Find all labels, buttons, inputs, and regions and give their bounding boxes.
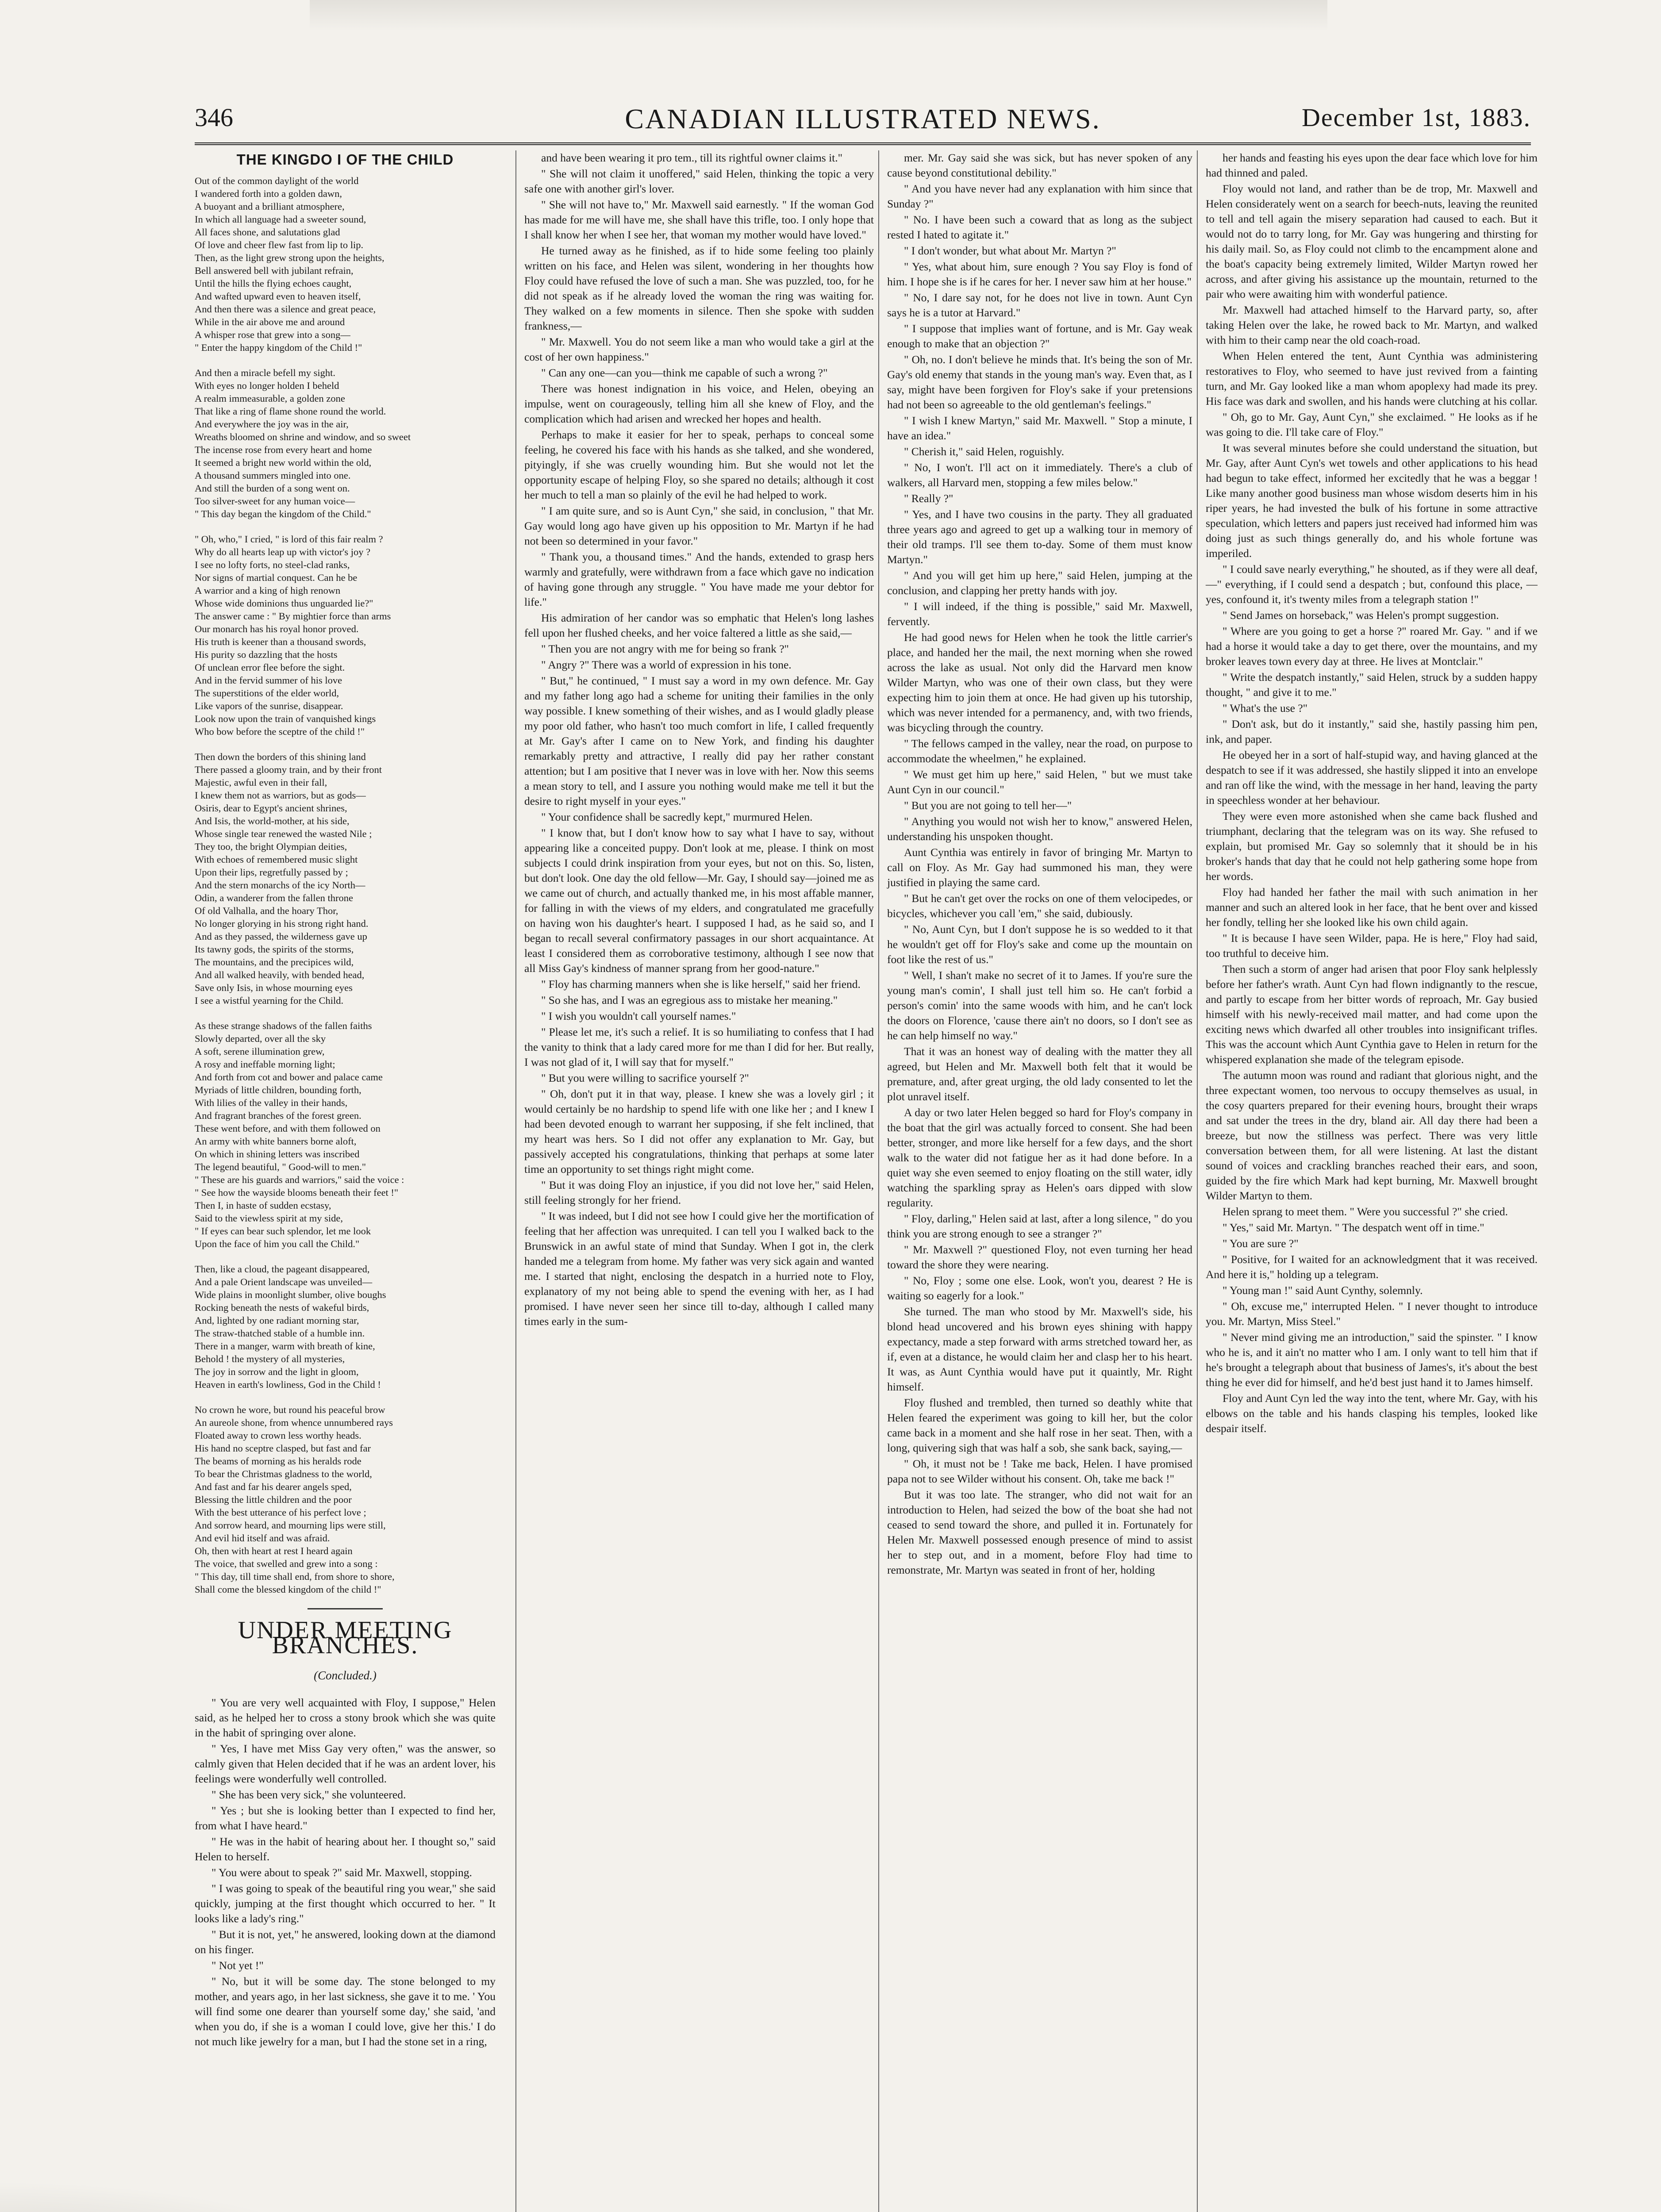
poem-line: With echoes of remembered music slight <box>195 854 358 865</box>
poem-line: There in a manger, warm with breath of kine, <box>195 1340 375 1352</box>
poem-line: The legend beautiful, " Good-will to men." <box>195 1161 366 1172</box>
story-paragraph: " Not yet !" <box>211 1959 264 1972</box>
story-paragraph: " But it is not, yet," he answered, looking down at the diamond on his finger. <box>195 1928 496 1956</box>
poem-line: The beams of morning as his heralds rode <box>195 1455 361 1467</box>
story-paragraph: " She will not have to," Mr. Maxwell said earnestly. " If the woman God has made for me will have me, she shall have this trifle, too. I only hope that I shall know her when I see her, that woman my mother would have loved." <box>524 198 874 241</box>
story-paragraph: " Send James on horseback," was Helen's prompt suggestion. <box>1223 609 1499 622</box>
story-paragraph: He obeyed her in a sort of half-stupid way, and having glanced at the despatch to see if it was addressed, she hastily slipped it into an envelope and ran off like the wind, with the message in her hand, leaving the party in speechless wonder at her behaviour. <box>1206 749 1538 806</box>
poem-line: Who bow before the sceptre of the child !" <box>195 726 365 737</box>
scan-smudge <box>310 0 1327 31</box>
story-paragraph: " I suppose that implies want of fortune, and is Mr. Gay weak enough to make that an objection ?" <box>887 322 1192 350</box>
poem-line: Its tawny gods, the spirits of the storms, <box>195 944 354 955</box>
poem-line: The mountains, and the precipices wild, <box>195 956 354 968</box>
story-paragraph: There was honest indignation in his voice, and Helen, obeying an impulse, went on courageously, telling him all she knew of Floy, and the complication which had arisen and wrecked her hopes and health. <box>524 382 874 425</box>
poem-line: Of unclean error flee before the sight. <box>195 662 345 673</box>
poem-line: And in the fervid summer of his love <box>195 675 342 686</box>
story-paragraph: " Well, I shan't make no secret of it to James. If you're sure the young man's comin', I shall just tell him so. He can't forbid a person's comin' into the same woods with him, and he can't lock the doors on Florence, 'cause there ain't no doors, so I don't see as he can help himself no way." <box>887 969 1192 1042</box>
poem-line: An army with white banners borne aloft, <box>195 1136 357 1147</box>
story-paragraph: " Your confidence shall be sacredly kept," murmured Helen. <box>541 810 813 823</box>
poem-line: Then I, in haste of sudden ecstasy, <box>195 1200 331 1211</box>
poem-line: Rocking beneath the nests of wakeful birds, <box>195 1302 369 1313</box>
poem-line: The incense rose from every heart and home <box>195 444 372 455</box>
poem-line: Bell answered bell with jubilant refrain, <box>195 265 354 276</box>
poem-line: And fragrant branches of the forest green. <box>195 1110 361 1121</box>
poem-line: And then there was a silence and great peace, <box>195 303 376 315</box>
poem-line: With eyes no longer holden I beheld <box>195 380 339 391</box>
story-paragraph: mer. Mr. Gay said she was sick, but has never spoken of any cause beyond constitutional debility." <box>887 151 1192 179</box>
story-paragraph: " She has been very sick," she volunteered. <box>211 1788 406 1801</box>
poem-line: And then a miracle befell my sight. <box>195 367 336 378</box>
story-paragraph: " No, but it will be some day. The stone belonged to my mother, and years ago, in her last sickness, she gave it to me. ' You will find some one dearer than yourself some day,' she said, 'and when you do, if she is a woman I could love, give her this.' I do not much like jewelry for a man, but I had the stone set in a ring, <box>195 1975 496 2048</box>
poem-stanza <box>195 750 496 1007</box>
poem-line: " Enter the happy kingdom of the Child !" <box>195 342 362 353</box>
poem-line: In which all language had a sweeter sound, <box>195 214 366 225</box>
story-paragraph: Floy had handed her father the mail with such animation in her manner and such an altered look in her face, that he bent over and kissed her fondly, telling her she looked like his own child again. <box>1206 886 1538 929</box>
poem-line: Upon their lips, regretfully passed by ; <box>195 867 348 878</box>
story-paragraph: " Yes," said Mr. Martyn. " The despatch went off in time." <box>1223 1221 1484 1234</box>
poem-line: No longer glorying in his strong right hand. <box>195 918 369 929</box>
poem-line: And wafted upward even to heaven itself, <box>195 291 361 302</box>
poem-line: A buoyant and a brilliant atmosphere, <box>195 201 345 212</box>
poem-line: All faces shone, and salutations glad <box>195 227 340 238</box>
story-paragraph: and have been wearing it pro tem., till its rightful owner claims it." <box>541 151 843 164</box>
story-paragraph: " It was indeed, but I did not see how I could give her the mortification of feeling that her affection was unrequited. I can tell you I walked back to the Brunswick in an awful state of mind that Sunday. When I got in, the clerk handed me a telegram from home. My father was very sick again and wanted me. I started that night, enclosing the despatch in a hurried note to Floy, explanatory of my not being able to spend the evening with her, as I had promised. I have never seen her since till to-day, although I called many times early in the sum- <box>524 1210 874 1328</box>
story-paragraph: " And you will get him up here," said Helen, jumping at the conclusion, and clapping her pretty hands with joy. <box>887 569 1192 597</box>
story-paragraph: " Mr. Maxwell. You do not seem like a man who would take a girl at the cost of her own happiness." <box>524 335 874 363</box>
story-column-4-text <box>1206 150 1538 1436</box>
story-paragraph: " Anything you would not wish her to know," answered Helen, understanding his unspoken thought. <box>887 815 1192 843</box>
poem-line: An aureole shone, from whence unnumbered rays <box>195 1417 393 1428</box>
poem-line: I wandered forth into a golden dawn, <box>195 188 342 199</box>
poem-line: Whose wide dominions thus unguarded lie?" <box>195 598 373 609</box>
poem-line: Myriads of little children, bounding forth, <box>195 1084 361 1095</box>
poem-stanza <box>195 1019 496 1250</box>
poem-line: Like vapors of the sunrise, disappear. <box>195 700 343 711</box>
story-paragraph: " No, Aunt Cyn, but I don't suppose he is so wedded to it that he wouldn't get off for Floy's sake and come up the mountain on foot like the rest of us." <box>887 923 1192 966</box>
poem-stanza <box>195 1263 496 1391</box>
story-paragraph: " Yes, what about him, sure enough ? You say Floy is fond of him. I hope she is if he cares for her. I never saw him at her house." <box>887 260 1192 288</box>
story-paragraph: " Oh, excuse me," interrupted Helen. " I never thought to introduce you. Mr. Martyn, Miss Steel." <box>1206 1300 1538 1328</box>
story-paragraph: " I will indeed, if the thing is possible," said Mr. Maxwell, fervently. <box>887 600 1192 628</box>
poem-line: Heaven in earth's lowliness, God in the Child ! <box>195 1379 381 1390</box>
story-paragraph: " The fellows camped in the valley, near the road, on purpose to accommodate the wheelmen," he explained. <box>887 737 1192 765</box>
story-paragraph: It was several minutes before she could understand the situation, but Mr. Gay, after Aunt Cyn's wet towels and other applications to his head had begun to take effect, informed her excitedly that he was a beggar ! Like many another good business man whose wisdom deserts him in his riper years, he had invested the bulk of his fortune in some attractive speculation, which letters and papers just received had informed him was doing just as such things generally do, and his whole fortune was imperiled. <box>1206 442 1538 560</box>
story-paragraph: " Yes ; but she is looking better than I expected to find her, from what I have heard." <box>195 1804 496 1832</box>
story-paragraph: Aunt Cynthia was entirely in favor of bringing Mr. Martyn to call on Floy. As Mr. Gay had summoned his man, they were justified in playing the same card. <box>887 846 1192 889</box>
story-paragraph: They were even more astonished when she came back flushed and triumphant, declaring that the telegram was on its way. She refused to explain, but promised Mr. Gay so solemnly that it should be in his broker's hands that day that he could not help gathering some hope from her words. <box>1206 810 1538 883</box>
poem-line: Wreaths bloomed on shrine and window, and so sweet <box>195 431 411 442</box>
poem-line: Our monarch has his royal honor proved. <box>195 623 359 634</box>
poem-line: And the stern monarchs of the icy North— <box>195 879 365 891</box>
page-number: 346 <box>195 103 233 132</box>
story-paragraph: " And you have never had any explanation with him since that Sunday ?" <box>887 182 1192 210</box>
story-paragraph: " What's the use ?" <box>1223 702 1308 714</box>
poem-line: I see no lofty forts, no steel-clad ranks, <box>195 559 350 570</box>
story-paragraph: " So she has, and I was an egregious ass to mistake her meaning." <box>541 994 838 1006</box>
poem-title: THE KINGDO I OF THE CHILD <box>236 151 454 168</box>
story-paragraph: He turned away as he finished, as if to hide some feeling too plainly written on his face, and Helen was silent, wondering in her thoughts how Floy could have refused the love of such a man. She was puzzled, too, for he did not speak as if he already loved the woman the ring was waiting for. They walked on a few moments in silence. Then she spoke with sudden frankness,— <box>524 244 874 332</box>
story-paragraph: " No, I won't. I'll act on it immediately. There's a club of walkers, all Harvard men, stopping a few miles below." <box>887 461 1192 489</box>
poem-line: And fast and far his dearer angels sped, <box>195 1481 352 1492</box>
story-paragraph: Mr. Maxwell had attached himself to the Harvard party, so, after taking Helen over the lake, he rowed back to Mr. Martyn, and walked with him to their camp near the old coach-road. <box>1206 303 1538 346</box>
poem-line: And a pale Orient landscape was unveiled— <box>195 1276 373 1287</box>
poem-line: And evil hid itself and was afraid. <box>195 1532 330 1544</box>
story-paragraph: " But," he continued, " I must say a word in my own defence. Mr. Gay and my father long ago had a scheme for uniting their families in the only way possible. I knew something of their wishes, and as I would gladly please my poor old father, who hasn't too much comfort in life, I called frequently at Mr. Gay's after I came on to New York, and finding his daughter remarkably pretty and attractive, I really did pay her rather constant attention; but I am positive that I never was in love with her. Now this seems a mean story to tell, and I assure you nothing would make me tell it but the desire to right myself in your eyes." <box>524 674 874 807</box>
poem-line: Save only Isis, in whose mourning eyes <box>195 982 353 993</box>
poem-line: On which in shining letters was inscribed <box>195 1148 360 1160</box>
poem-line: A soft, serene illumination grew, <box>195 1046 325 1057</box>
story-paragraph: " Please let me, it's such a relief. It is so humiliating to confess that I had the vanity to think that a lady cared more for me than I did for her. But really, I was not glad of it, I will say that for myself." <box>524 1025 874 1068</box>
poem-line: And, lighted by one radiant morning star, <box>195 1315 359 1326</box>
story-column-2-text <box>524 150 874 1329</box>
story-paragraph: her hands and feasting his eyes upon the dear face which love for him had thinned and paled. <box>1206 151 1538 179</box>
column-1 <box>195 150 496 2212</box>
story-paragraph: " She will not claim it unoffered," said Helen, thinking the topic a very safe one with another girl's lover. <box>524 167 874 195</box>
poem-line: Out of the common daylight of the world <box>195 175 359 186</box>
story-paragraph: A day or two later Helen begged so hard for Floy's company in the boat that the girl was actually forced to consent. She had been better, stronger, and more like herself for a few days, and the short walk to the water did not fatigue her as it had done before. In a quiet way she even seemed to enjoy floating on the still water, idly watching the sparkling spray as Helen's oars dipped with slow regularity. <box>887 1106 1192 1209</box>
poem-line: Said to the viewless spirit at my side, <box>195 1213 343 1224</box>
poem-line: That like a ring of flame shone round the world. <box>195 406 386 417</box>
story-paragraph: " Angry ?" There was a world of expression in his tone. <box>541 658 792 671</box>
story-paragraph: " We must get him up here," said Helen, " but we must take Aunt Cyn in our council." <box>887 768 1192 796</box>
story-paragraph: Helen sprang to meet them. " Were you successful ?" she cried. <box>1223 1205 1508 1218</box>
story-paragraph: " You are sure ?" <box>1223 1237 1299 1250</box>
poem-line: " This day began the kingdom of the Child." <box>195 508 371 519</box>
story-paragraph: The autumn moon was round and radiant that glorious night, and the three expectant women, too nervous to occupy themselves as usual, in the cosy quarters prepared for their evening hours, brought their wraps and sat under the trees in the dry, bland air. All day there had been a breeze, but now the stillness was perfect. There was very little conversation between them, for all were listening. At last the distant sound of voices and crackling branches reached their ears, and soon, guided by the fire which Mark had kept burning, Mr. Maxwell brought Wilder Martyn to them. <box>1206 1069 1538 1202</box>
poem-line: I see a wistful yearning for the Child. <box>195 995 344 1006</box>
story-paragraph: Perhaps to make it easier for her to speak, perhaps to conceal some feeling, he covered his face with his hands as she talked, and she wondered, pityingly, if she was cruelly wounding him. But she would not let the opportunity escape of helping Floy, so she spared no details; although it cost her much to tell a man so plainly of the evil he had helped to work. <box>524 428 874 501</box>
poem-line: And as they passed, the wilderness gave up <box>195 931 367 942</box>
poem-line: Slowly departed, over all the sky <box>195 1033 326 1044</box>
poem-line: Upon the face of him you call the Child." <box>195 1238 360 1249</box>
issue-date: December 1st, 1883. <box>1302 103 1531 132</box>
story-paragraph: " Thank you, a thousand times." And the hands, extended to grasp hers warmly and gratefully, were withdrawn from a face which gave no indication of having gone through any struggle. " You have made me your debtor for life." <box>524 550 874 608</box>
poem-line: His truth is keener than a thousand swords, <box>195 636 366 647</box>
header-rule <box>195 142 1531 145</box>
story-paragraph: Then such a storm of anger had arisen that poor Floy sank helplessly before her father's wrath. Aunt Cyn had flown indignantly to the rescue, and partly to escape from her bitter words of reproach, Mr. Gay busied himself with his newly-received mail matter, and had come upon the exciting news which dwarfed all other troubles into insignificant trifles. This was the account which Aunt Cynthia gave to Helen in return for the whispered explanation she made of the telegram episode. <box>1206 963 1538 1066</box>
story-paragraph: " You were about to speak ?" said Mr. Maxwell, stopping. <box>211 1866 472 1879</box>
poem-line: " See how the wayside blooms beneath their feet !" <box>195 1187 399 1198</box>
poem-line: Blessing the little children and the poor <box>195 1494 352 1505</box>
poem-line: Too silver-sweet for any human voice— <box>195 495 355 507</box>
story-paragraph: Floy and Aunt Cyn led the way into the tent, where Mr. Gay, with his elbows on the table and his hands clasping his temples, looked like despair itself. <box>1206 1392 1538 1435</box>
story-paragraph: That it was an honest way of dealing with the matter they all agreed, but Helen and Mr. Maxwell both felt that it would be premature, and, after great urging, the old lady consented to let the plot unravel itself. <box>887 1045 1192 1103</box>
poem-line: Oh, then with heart at rest I heard again <box>195 1545 353 1556</box>
poem-line: Wide plains in moonlight slumber, olive boughs <box>195 1289 386 1300</box>
poem-line: The joy in sorrow and the light in gloom, <box>195 1366 359 1377</box>
story-paragraph: " Oh, no. I don't believe he minds that. It's being the son of Mr. Gay's old enemy that stands in the young man's way. Even that, as I say, might have been forgiven for Floy's sake if your pretensions had not been so agreeable to the old gentleman's feelings." <box>887 353 1192 411</box>
poem-body <box>195 174 496 1596</box>
poem-line: Shall come the blessed kingdom of the child !" <box>195 1584 381 1595</box>
story-paragraph: " Never mind giving me an introduction," said the spinster. " I know who he is, and it ain't no matter who I am. I only want to tell him that if he's brought a telegraph about that business of James's, it's about the best thing he ever did for himself, and he'd best just hand it to James himself. <box>1206 1331 1538 1389</box>
story-paragraph: " But you were willing to sacrifice yourself ?" <box>541 1071 749 1084</box>
story-paragraph: " I don't wonder, but what about Mr. Martyn ?" <box>904 244 1116 257</box>
poem-line: Of old Valhalla, and the hoary Thor, <box>195 905 338 916</box>
poem-line: Odin, a wanderer from the fallen throne <box>195 892 353 903</box>
column-4 <box>1197 150 1538 2212</box>
poem-line: There passed a gloomy train, and by their front <box>195 764 382 775</box>
poem-line: Then, as the light grew strong upon the heights, <box>195 252 384 263</box>
poem-line: Whose single tear renewed the wasted Nile ; <box>195 828 372 839</box>
story-paragraph: " No, Floy ; some one else. Look, won't you, dearest ? He is waiting so eagerly for a look." <box>887 1274 1192 1302</box>
poem-line: Floated away to crown less worthy heads. <box>195 1430 361 1441</box>
poem-line: No crown he wore, but round his peaceful brow <box>195 1404 385 1415</box>
poem-line: His hand no sceptre clasped, but fast and far <box>195 1443 371 1454</box>
poem-line: Look now upon the train of vanquished kings <box>195 713 376 724</box>
poem-line: His purity so dazzling that the hosts <box>195 649 338 660</box>
story-paragraph: " He was in the habit of hearing about her. I thought so," said Helen to herself. <box>195 1835 496 1863</box>
story-paragraph: " I could save nearly everything," he shouted, as if they were all deaf,—" everything, if I could send a despatch ; but, confound this place, —yes, confound it, it's twenty miles from a telegraph station !" <box>1206 563 1538 606</box>
story-paragraph: " Floy, darling," Helen said at last, after a long silence, " do you think you are strong enough to see a stranger ?" <box>887 1212 1192 1240</box>
poem-line: They too, the bright Olympian deities, <box>195 841 347 852</box>
story-subtitle: (Concluded.) <box>314 1669 377 1682</box>
poem-line: I knew them not as warriors, but as gods— <box>195 790 366 801</box>
poem-line: The voice, that swelled and grew into a song : <box>195 1558 378 1569</box>
story-paragraph: " I wish you wouldn't call yourself names." <box>541 1010 736 1022</box>
poem-line: A rosy and ineffable morning light; <box>195 1059 335 1070</box>
story-paragraph: " I am quite sure, and so is Aunt Cyn," she said, in conclusion, " that Mr. Gay would long ago have given up his opposition to Mr. Martyn if he had not been so determined in your favor." <box>524 504 874 547</box>
story-paragraph: " Mr. Maxwell ?" questioned Floy, not even turning her head toward the shore they were nearing. <box>887 1243 1192 1271</box>
poem-line: A whisper rose that grew into a song— <box>195 329 350 340</box>
story-paragraph: " Floy has charming manners when she is like herself," said her friend. <box>541 978 861 991</box>
story-paragraph: " I was going to speak of the beautiful ring you wear," she said quickly, jumping at the first thought which occurred to her. " It looks like a lady's ring." <box>195 1882 496 1925</box>
story-paragraph: " Oh, go to Mr. Gay, Aunt Cyn," she exclaimed. " He looks as if he was going to die. I'll take care of Floy." <box>1206 411 1538 438</box>
story-paragraph: " I know that, but I don't know how to say what I have to say, without appearing like a conceited puppy. Don't look at me, please. I think on most subjects I could drink inspiration from your eyes, but not on this. So, listen, but don't look. One day the old fellow—Mr. Gay, I should say—joined me as we came out of church, and actually thanked me, in his most affable manner, for falling in with the views of my elders, and congratulated me gracefully on having won his daughter's heart. I supposed I had, as he said so, and I began to recall several confirmatory passages in our short acquaintance. At least I considered them as corroborative testimony, although I see now that all Miss Gay's kindness of manner sprang from her good-nature." <box>524 826 874 975</box>
story-paragraph: Floy would not land, and rather than be de trop, Mr. Maxwell and Helen considerately went on a search for beech-nuts, leaving the reunited to tell and tell again the misery separation had caused to each. But it would not do to tarry long, for Mr. Gay was hungering and thirsting for his daily mail. So, as Floy could not climb to the encampment alone and the boat's capacity being extremely limited, Wilder Martyn rowed her across, and after giving his assistance up the mountain, returned to the pair who were awaiting him with wonderful patience. <box>1206 182 1538 300</box>
story-paragraph: " Yes, and I have two cousins in the party. They all graduated three years ago and agreed to get up a walking tour in memory of their old tramps. I'll see them to-day. Some of them must know Martyn." <box>887 508 1192 566</box>
story-paragraph: " Oh, it must not be ! Take me back, Helen. I have promised papa not to see Wilder without his consent. Oh, take me back !" <box>887 1457 1192 1485</box>
masthead: CANADIAN ILLUSTRATED NEWS. <box>625 103 1101 134</box>
story-paragraph: " Can any one—can you—think me capable of such a wrong ?" <box>541 366 828 379</box>
poem-stanza <box>195 1403 496 1596</box>
poem-line: And all walked heavily, with bended head, <box>195 969 365 980</box>
poem-line: A realm immeasurable, a golden zone <box>195 393 345 404</box>
story-paragraph: " Oh, don't put it in that way, please. I knew she was a lovely girl ; it would certainly be no hardship to spend life with one like her ; and I knew I had been devoted enough to warrant her supposing, if she felt inclined, that my heart was hers. So I did not offer any explanation to Mr. Gay, but passively accepted his congratulations, thinking that perhaps at some later time an opportunity to set things right might come. <box>524 1087 874 1175</box>
story-paragraph: " Positive, for I waited for an acknowledgment that it was received. And here it is," holding up a telegram. <box>1206 1253 1538 1281</box>
poem-line: The straw-thatched stable of a humble inn. <box>195 1328 365 1339</box>
poem-line: " Oh, who," I cried, " is lord of this fair realm ? <box>195 534 383 545</box>
poem-stanza <box>195 174 496 354</box>
story-title: UNDER MEETING BRANCHES. <box>238 1617 453 1659</box>
poem-line: To bear the Christmas gladness to the world, <box>195 1468 372 1479</box>
story-paragraph: " Really ?" <box>904 492 954 505</box>
poem-line: The superstitions of the elder world, <box>195 687 339 699</box>
page-header <box>195 103 1531 138</box>
poem-line: While in the air above me and around <box>195 316 345 327</box>
story-paragraph: " Then you are not angry with me for being so frank ?" <box>541 642 789 655</box>
poem-line: Behold ! the mystery of all mysteries, <box>195 1353 345 1364</box>
poem-line: " This day, till time shall end, from shore to shore, <box>195 1571 395 1582</box>
story-paragraph: " But you are not going to tell her—" <box>904 799 1072 812</box>
poem-line: With the best utterance of his perfect love ; <box>195 1507 366 1518</box>
poem-line: As these strange shadows of the fallen faiths <box>195 1020 372 1031</box>
story-paragraph: " I wish I knew Martyn," said Mr. Maxwell. " Stop a minute, I have an idea." <box>887 414 1192 442</box>
poem-line: The answer came : " By mightier force than arms <box>195 611 391 622</box>
poem-line: These went before, and with them followed on <box>195 1123 381 1134</box>
story-paragraph: " Write the despatch instantly," said Helen, struck by a sudden happy thought, " and give it to me." <box>1206 671 1538 699</box>
poem-line: Of love and cheer flew fast from lip to lip. <box>195 239 364 250</box>
poem-line: With lilies of the valley in their hands, <box>195 1097 348 1108</box>
poem-stanza <box>195 533 496 738</box>
story-paragraph: " No. I have been such a coward that as long as the subject rested I hated to agitate it." <box>887 213 1192 241</box>
poem-line: A thousand summers mingled into one. <box>195 470 351 481</box>
story-paragraph: " Cherish it," said Helen, roguishly. <box>904 445 1064 458</box>
section-divider <box>308 1608 383 1609</box>
poem-line: And still the burden of a song went on. <box>195 483 350 494</box>
story-paragraph: " You are very well acquainted with Floy, I suppose," Helen said, as he helped her to cross a stony brook which she was quite in the habit of springing over alone. <box>195 1696 496 1739</box>
poem-line: Why do all hearts leap up with victor's joy ? <box>195 546 371 557</box>
story-column-1-text <box>195 1695 496 2049</box>
poem-line: And sorrow heard, and mourning lips were still, <box>195 1520 386 1531</box>
story-paragraph: " No, I dare say not, for he does not live in town. Aunt Cyn says he is a tutor at Harvard." <box>887 291 1192 319</box>
story-paragraph: " It is because I have seen Wilder, papa. He is here," Floy had said, too truthful to deceive him. <box>1206 932 1538 960</box>
story-column-3-text <box>887 150 1192 1578</box>
story-paragraph: She turned. The man who stood by Mr. Maxwell's side, his blond head uncovered and his brown eyes shining with happy expectancy, made a step forward with arms stretched toward her, as if, even at a distance, he would claim her and clasp her to his heart. It was, as Aunt Cynthia would have put it quaintly, Mr. Right himself. <box>887 1305 1192 1393</box>
poem-line: Then down the borders of this shining land <box>195 751 366 762</box>
story-paragraph: " Young man !" said Aunt Cynthy, solemnly. <box>1223 1284 1423 1297</box>
story-paragraph: " Don't ask, but do it instantly," said she, hastily passing him pen, ink, and paper. <box>1206 718 1538 745</box>
story-paragraph: His admiration of her candor was so emphatic that Helen's long lashes fell upon her flushed cheeks, and her voice faltered a little as she said,— <box>524 611 874 639</box>
story-paragraph: " Yes, I have met Miss Gay very often," was the answer, so calmly given that Helen decided that if he was an ardent lover, his feelings were wonderfully well controlled. <box>195 1742 496 1785</box>
story-paragraph: When Helen entered the tent, Aunt Cynthia was administering restoratives to Floy, who seemed to have just revived from a fainting turn, and Mr. Gay looked like a man whom apoplexy had made its prey. His face was dark and swollen, and his hands were clutching at his collar. <box>1206 349 1538 407</box>
poem-line: Until the hills the flying echoes caught, <box>195 278 352 289</box>
story-paragraph: " But it was doing Floy an injustice, if you did not love her," said Helen, still feeling strongly for her friend. <box>524 1179 874 1206</box>
poem-line: " These are his guards and warriors," said the voice : <box>195 1174 404 1185</box>
poem-line: Then, like a cloud, the pageant disappeared, <box>195 1263 370 1275</box>
poem-line: And everywhere the joy was in the air, <box>195 419 349 430</box>
poem-line: And Isis, the world-mother, at his side, <box>195 815 350 826</box>
column-3 <box>878 150 1192 2212</box>
story-paragraph: Floy flushed and trembled, then turned so deathly white that Helen feared the experiment was going to kill her, but the color came back in a moment and she half rose in her seat. Then, with a long, quivering sigh that was half a sob, she sank back, saying,— <box>887 1396 1192 1454</box>
poem-line: Nor signs of martial conquest. Can he be <box>195 572 358 583</box>
poem-stanza <box>195 366 496 520</box>
poem-line: Majestic, awful even in their fall, <box>195 777 327 788</box>
poem-line: It seemed a bright new world within the old, <box>195 457 372 468</box>
poem-line: A warrior and a king of high renown <box>195 585 341 596</box>
story-paragraph: But it was too late. The stranger, who did not wait for an introduction to Helen, had seized the bow of the boat she had not ceased to send toward the shore, and pulled it in. Fortunately for Helen Mr. Maxwell possessed enough presence of mind to assist her to step out, and in a moment, before Floy had time to remonstrate, Mr. Martyn was seated in front of her, holding <box>887 1488 1192 1576</box>
story-paragraph: " Where are you going to get a horse ?" roared Mr. Gay. " and if we had a horse it would take a day to get there, over the mountains, and my broker leaves town every day at three. He lives at Montclair." <box>1206 625 1538 668</box>
poem-line: " If eyes can bear such splendor, let me look <box>195 1225 371 1237</box>
story-paragraph: " But he can't get over the rocks on one of them velocipedes, or bicycles, whichever you call 'em," she said, dubiously. <box>887 892 1192 920</box>
column-2 <box>515 150 874 2212</box>
poem-line: Osiris, dear to Egypt's ancient shrines, <box>195 803 347 814</box>
story-paragraph: He had good news for Helen when he took the little carrier's place, and handed her the mail, the next morning when she rowed across the lake as usual. Not only did the Harvard men know Wilder Martyn, who was one of their own class, but they were expecting him to join them at once. He had given up his tutorship, which was never intended for a permanency, and, with two friends, was bicycling through the country. <box>887 631 1192 734</box>
poem-line: And forth from cot and bower and palace came <box>195 1071 383 1083</box>
